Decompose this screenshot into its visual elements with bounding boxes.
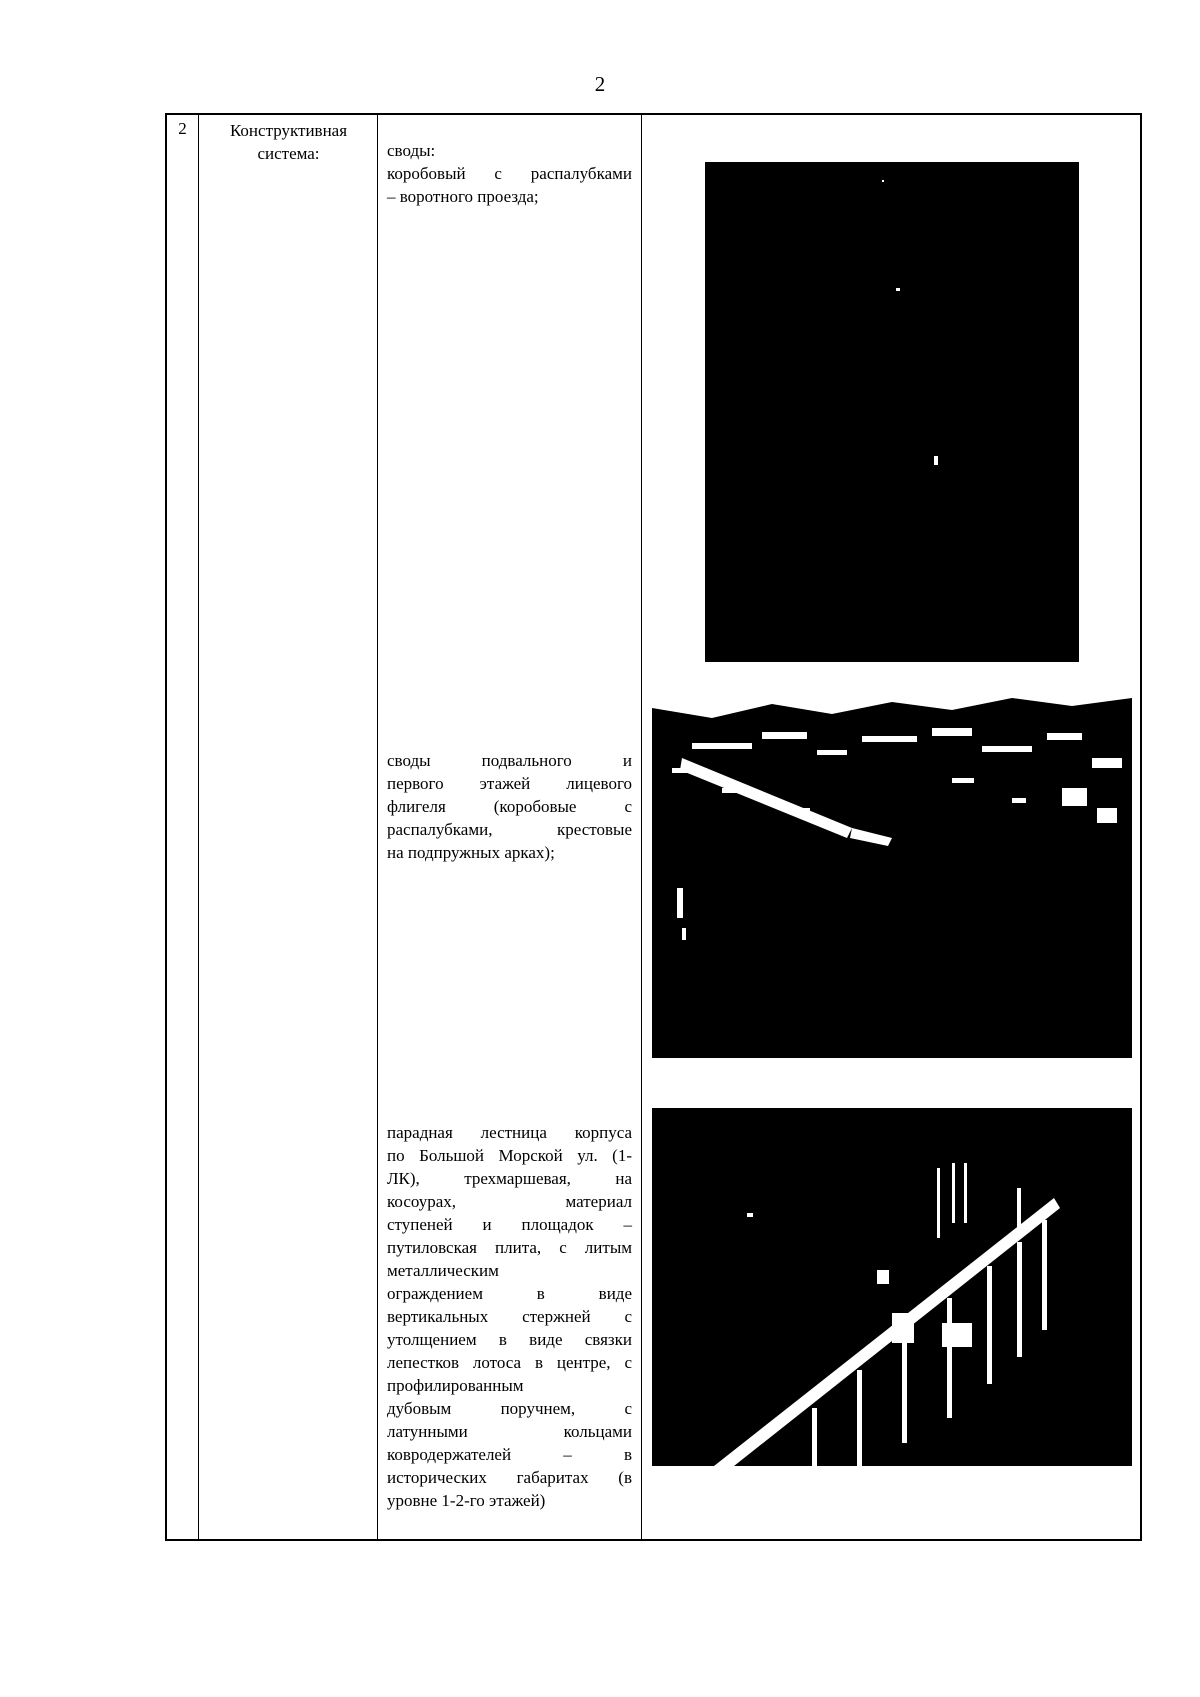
structure-table: [165, 113, 1142, 1541]
description-line: уровне 1-2-го этажей): [387, 1491, 546, 1510]
item-description-basement-vaults: [387, 749, 632, 864]
description-line: распалубками, крестовые: [387, 820, 632, 839]
description-line: исторических габаритах (в: [387, 1468, 632, 1487]
row-label-line: система:: [257, 144, 320, 163]
row-label-line: Конструктивная: [229, 121, 348, 140]
description-line: лепестков лотоса в центре, с: [387, 1353, 632, 1372]
description-line: по Большой Морской ул. (1-: [387, 1146, 632, 1165]
column-divider: [198, 115, 199, 1539]
description-line: парадная лестница корпуса: [387, 1123, 632, 1142]
description-line: вертикальных стержней с: [387, 1307, 632, 1326]
row-number: 2: [178, 119, 187, 138]
description-line: коробовый с распалубками: [387, 164, 632, 183]
description-line: ЛК), трехмаршевая, на: [387, 1169, 632, 1188]
description-line: своды:: [387, 141, 436, 160]
item-description-staircase: [387, 1121, 632, 1512]
description-line: профилированным: [387, 1376, 524, 1395]
description-line: своды подвального и: [387, 751, 632, 770]
description-line: путиловская плита, с литым: [387, 1238, 632, 1257]
page-number: 2: [594, 72, 606, 96]
description-line: ступеней и площадок –: [387, 1215, 632, 1234]
column-divider: [641, 115, 642, 1539]
description-line: дубовым поручнем, с: [387, 1399, 632, 1418]
column-divider: [377, 115, 378, 1539]
staircase-railing-photo: [652, 1108, 1132, 1466]
vaulted-gateway-photo: [705, 162, 1079, 662]
description-line: металлическим: [387, 1261, 499, 1280]
row-label: [200, 119, 377, 165]
description-line: – воротного проезда;: [387, 187, 539, 206]
vaulted-basement-photo: [652, 688, 1132, 1058]
description-line: утолщением в виде связки: [387, 1330, 632, 1349]
description-line: латунными кольцами: [387, 1422, 632, 1441]
description-line: ковродержателей – в: [387, 1445, 632, 1464]
description-line: флигеля (коробовые с: [387, 797, 632, 816]
description-line: косоурах, материал: [387, 1192, 632, 1211]
description-line: на подпружных арках);: [387, 843, 555, 862]
item-description-gateway-vault: [387, 139, 632, 208]
description-line: ограждением в виде: [387, 1284, 632, 1303]
description-line: первого этажей лицевого: [387, 774, 632, 793]
